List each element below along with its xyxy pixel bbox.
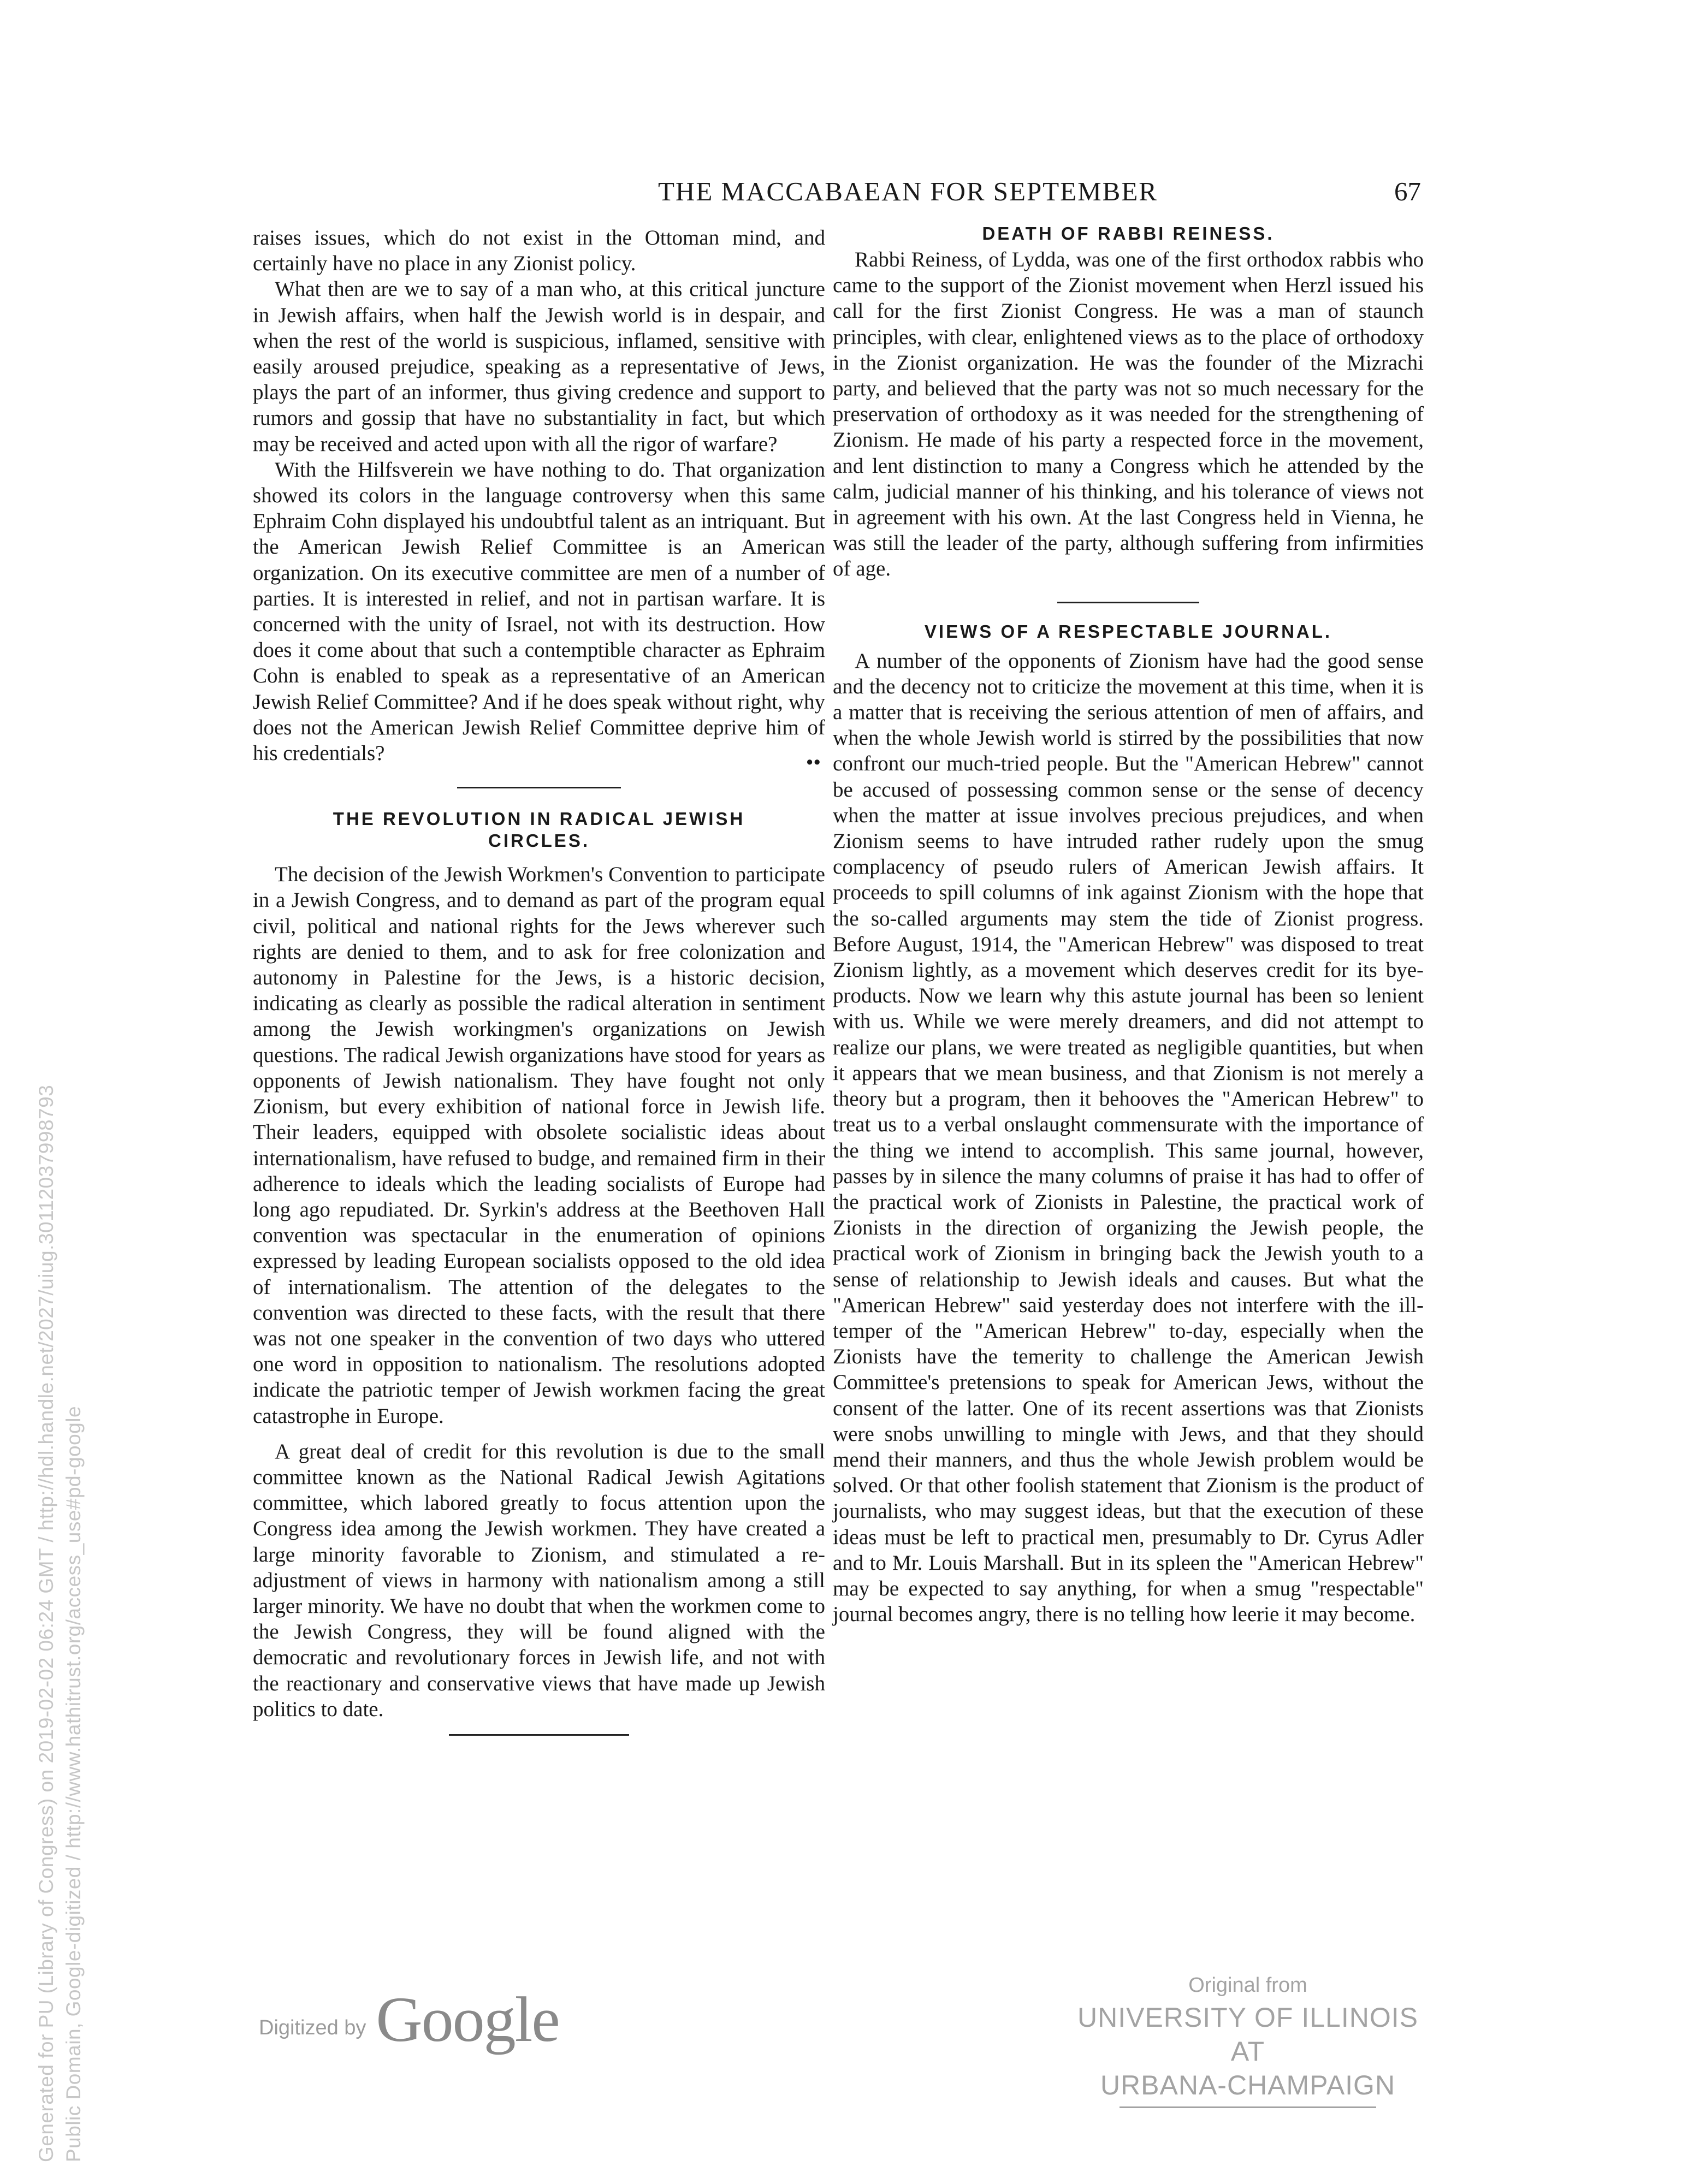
source-underline: [1120, 2106, 1376, 2108]
section-heading: DEATH OF RABBI REINESS.: [982, 223, 1275, 244]
digitized-by-label: Digitized by: [259, 2016, 366, 2039]
section-heading: THE REVOLUTION IN RADICAL JEWISH CIRCLES.: [333, 809, 745, 851]
right-column: [833, 223, 1424, 1627]
section-end-mark: ••: [805, 751, 821, 775]
original-source: [1059, 1970, 1436, 2108]
watermark-line-2: Public Domain, Google-digitized / http://www.hathitrust.org/access_use#pd-google: [62, 1405, 85, 2162]
watermark-line-1: Generated for PU (Library of Congress) on 2019-02-02 06:24 GMT / http://hdl.handle.net/2027/uiug.30112037998793: [35, 1084, 57, 2162]
running-title: THE MACCABAEAN FOR SEPTEMBER: [658, 176, 1158, 206]
paragraph: A number of the opponents of Zionism have had the good sense and the decency not to criticize the movement at this time, when it is a matter that is receiving the serious attention of men of affairs, and when the whole Jewish world is stirred by the possibilities that now confront our much-tried people. But the "American Hebrew" cannot be accused of possessing common sense or the sense of decency when the matter at issue involves precious prejudices, and when Zionism seems to have intruded rather rudely upon the smug complacency of pseudo rulers of American Jewish affairs. It proceeds to spill columns of ink against Zionism with the hope that the so-called arguments may stem the tide of Zionist progress. Before August, 1914, the "American Hebrew" was disposed to treat Zionism lightly, as a movement which deserves credit for its bye-products. Now we learn why this astute journal has been so lenient with us. While we were merely dreamers, and did not attempt to realize our plans, we were treated as negligible quantities, but when it appears that we mean business, and that Zionism is not merely a theory but a program, then it behooves the "American Hebrew" to treat us to a verbal onslaught commensurate with the importance of the thing we intend to accomplish. This same journal, however, passes by in silence the many columns of praise it has had to offer of the practical work of Zionists in Palestine, the practical work of Zionists in the direction of organizing the Jewish people, the practical work of Zionism in bringing back the Jewish youth to a sense of relationship to Jewish ideals and causes. But what the "American Hebrew" said yesterday does not interfere with the ill-temper of the "American Hebrew" to-day, especially when the Zionists have the temerity to challenge the American Jewish Committee's pretensions to speak for American Jews, without the consent of the latter. One of its recent assertions was that Zionists were snobs unwilling to mingle with Jews, and that they should mend their manners, and thus the whole Jewish problem would be solved. Or that other foolish statement that Zionism is the product of journalists, who may suggest ideas, but that the execution of these ideas must be left to practical men, presumably to Dr. Cyrus Adler and to Mr. Louis Marshall. But in its spleen the "American Hebrew" may be expected to say anything, for when a smug "respectable" journal becomes angry, there is no telling how leerie it may become.: [833, 649, 1424, 1627]
section-divider: [449, 1734, 629, 1736]
paragraph: raises issues, which do not exist in the Ottoman mind, and certainly have no place in any Zionist policy.: [253, 226, 825, 276]
section-divider: [1057, 602, 1199, 603]
university-name-line-1: UNIVERSITY OF ILLINOIS AT: [1077, 2002, 1418, 2067]
paragraph: With the Hilfsverein we have nothing to do. That organization showed its colors in the language controversy when this same Ephraim Cohn displayed his undoubtful talent as an intriquant. But the American Jewish Relief Committee is an American organization. On its executive committee are men of a number of parties. It is interested in relief, and not in partisan warfare. It is concerned with the unity of Israel, not with its destruction. How does it come about that such a contemptible character as Ephraim Cohn is enabled to speak as a representative of an American Jewish Relief Committee? And if he does speak without right, why does not the American Jewish Relief Committee deprive him of his credentials?: [253, 458, 825, 765]
paragraph: The decision of the Jewish Workmen's Convention to participate in a Jewish Congress, and to demand as part of the program equal civil, political and national rights for the Jews wherever such rights are denied to them, and to ask for free colonization and autonomy in Palestine for the Jews, is a historic decision, indicating as clearly as possible the radical alteration in sentiment among the Jewish workingmen's organizations on Jewish questions. The radical Jewish organizations have stood for years as opponents of Jewish nationalism. They have fought not only Zionism, but every exhibition of national force in Jewish life. Their leaders, equipped with obsolete socialistic ideas about internationalism, have refused to budge, and remained firm in their adherence to ideals which the leading socialists of Europe had long ago repudiated. Dr. Syrkin's address at the Beethoven Hall convention was spectacular in the enumeration of opinions expressed by leading European socialists opposed to the old idea of internationalism. The attention of the delegates to the convention was directed to these facts, with the result that there was not one speaker in the convention of two days who uttered one word in opposition to nationalism. The resolutions adopted indicate the patriotic temper of Jewish workmen facing the great catastrophe in Europe.: [253, 863, 825, 1428]
paragraph: What then are we to say of a man who, at this critical juncture in Jewish affairs, when half the Jewish world is in despair, and when the rest of the world is suspicious, inflamed, sensitive with easily aroused prejudice, speaking as a representative of Jews, plays the part of an informer, thus giving credence and support to rumors and gossip that have no substantiality in fact, but which may be received and acted upon with all the rigor of warfare?: [253, 277, 825, 456]
google-logo: Google: [376, 1984, 559, 2055]
paragraph: Rabbi Reiness, of Lydda, was one of the first orthodox rabbis who came to the support of the Zionist movement when Herzl issued his call for the first Zionist Congress. He was a man of staunch principles, with clear, enlightened views as to the place of orthodoxy in the Zionist organization. He was the founder of the Mizrachi party, and believed that the party was not so much necessary for the preservation of orthodoxy as it was needed for the strengthening of Zionism. He made of his party a respected force in the movement, and lent distinction to many a Congress which he attended by the calm, judicial manner of his thinking, and his tolerance of views not in agreement with his own. At the last Congress held in Vienna, he was still the leader of the party, although suffering from infirmities of age.: [833, 248, 1424, 581]
hathitrust-watermark: [33, 1085, 87, 2162]
digitized-by-google: [259, 1984, 559, 2055]
university-name-line-2: URBANA-CHAMPAIGN: [1100, 2070, 1396, 2100]
original-from-label: Original from: [1188, 1974, 1307, 1997]
page-number: 67: [1394, 176, 1421, 206]
paragraph: A great deal of credit for this revolution is due to the small committee known as the National Radical Jewish Agitations committee, which labored greatly to focus attention upon the Congress idea among the Jewish workmen. They have created a large minority favorable to Zionism, and stimulated a re-adjustment of views in harmony with nationalism among a still larger minority. We have no doubt that when the workmen come to the Jewish Congress, they will be found aligned with the democratic and revolutionary forces in Jewish life, and not with the reactionary and conservative views that have made up Jewish politics to date.: [253, 1439, 825, 1721]
section-divider: [457, 787, 621, 788]
section-heading: VIEWS OF A RESPECTABLE JOURNAL.: [924, 621, 1332, 642]
left-column: [253, 225, 825, 1736]
